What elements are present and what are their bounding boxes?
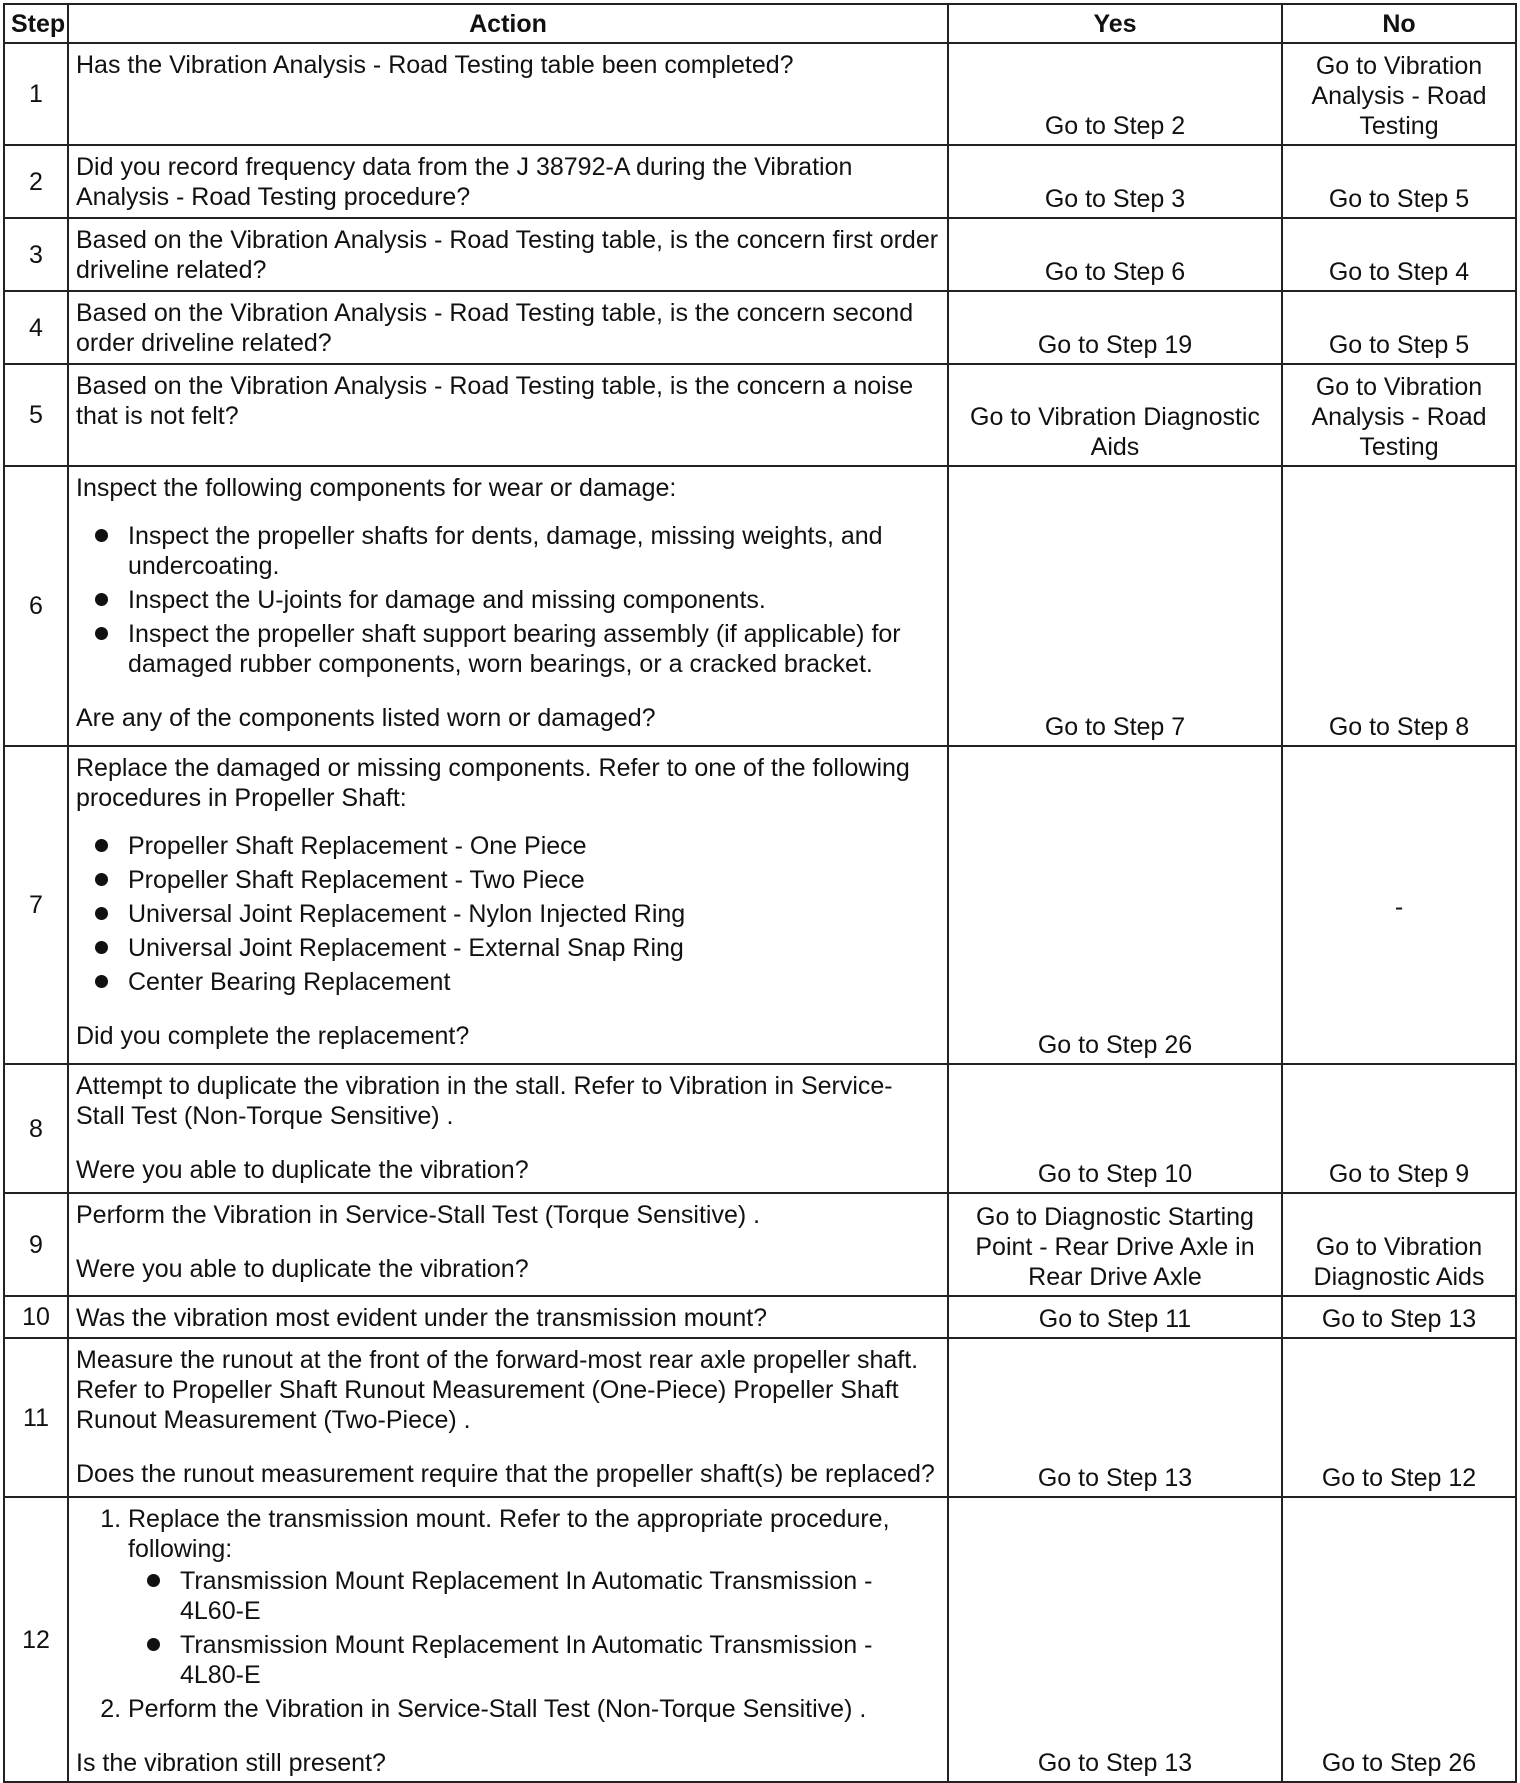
procedure-step [128,1694,940,1724]
list-item: Propeller Shaft Replacement - Two Piece [128,865,940,895]
action-cell [68,43,948,145]
action-question: Were you able to duplicate the vibration? [76,1156,529,1184]
yes-cell: Go to Step 13 [948,1338,1282,1497]
action-question: Did you complete the replacement? [76,1022,470,1050]
header-no: No [1282,4,1516,43]
action-question: Are any of the components listed worn or damaged? [76,704,656,732]
no-cell: - [1282,746,1516,1064]
no-cell: Go to Step 8 [1282,466,1516,746]
list-item: Inspect the propeller shaft support bearing assembly (if applicable) for damaged rubber components, worn bearings, or a cracked bracket. [128,619,940,679]
yes-cell: Go to Step 11 [948,1296,1282,1338]
no-cell: Go to Step 12 [1282,1338,1516,1497]
procedure-steps [76,1504,940,1724]
table-row [4,43,1516,145]
action-intro: Replace the damaged or missing components. Refer to one of the following procedures in Propeller Shaft: [76,754,910,812]
action-text: Based on the Vibration Analysis - Road Testing table, is the concern first order driveline related? [76,226,939,284]
procedure-step-text: Perform the Vibration in Service-Stall Test (Non-Torque Sensitive) . [128,1695,867,1723]
procedure-step-text: Replace the transmission mount. Refer to the appropriate procedure, following: [128,1505,890,1563]
procedure-list [76,831,940,997]
table-row [4,1064,1516,1193]
action-text: Was the vibration most evident under the transmission mount? [76,1304,768,1332]
table-row [4,364,1516,466]
action-question: Were you able to duplicate the vibration? [76,1255,529,1283]
action-cell [68,1338,948,1497]
list-item: Inspect the propeller shafts for dents, damage, missing weights, and undercoating. [128,521,940,581]
yes-cell: Go to Step 7 [948,466,1282,746]
mount-procedure-list [128,1566,940,1690]
table-row [4,1193,1516,1296]
component-list [76,521,940,679]
yes-cell: Go to Vibration Diagnostic Aids [948,364,1282,466]
header-yes: Yes [948,4,1282,43]
yes-cell: Go to Step 2 [948,43,1282,145]
step-number: 4 [4,291,68,364]
table-row [4,1296,1516,1338]
yes-cell: Go to Step 13 [948,1497,1282,1782]
list-item: Propeller Shaft Replacement - One Piece [128,831,940,861]
yes-cell: Go to Step 6 [948,218,1282,291]
action-cell [68,1193,948,1296]
table-row [4,746,1516,1064]
step-number: 3 [4,218,68,291]
action-cell [68,1497,948,1782]
yes-cell: Go to Step 10 [948,1064,1282,1193]
no-cell: Go to Step 5 [1282,291,1516,364]
no-cell: Go to Step 4 [1282,218,1516,291]
table-row [4,291,1516,364]
no-cell: Go to Step 26 [1282,1497,1516,1782]
no-cell: Go to Step 9 [1282,1064,1516,1193]
yes-cell: Go to Step 19 [948,291,1282,364]
table-row [4,1497,1516,1782]
action-intro: Measure the runout at the front of the forward-most rear axle propeller shaft. Refer to Propeller Shaft Runout Measurement (One-Piece) Propeller Shaft Runout Measurement (Two-Piece) . [76,1346,919,1434]
step-number: 10 [4,1296,68,1338]
action-cell [68,291,948,364]
action-cell [68,746,948,1064]
action-text: Has the Vibration Analysis - Road Testing table been completed? [76,51,794,79]
list-item: Transmission Mount Replacement In Automatic Transmission - 4L60-E [180,1566,940,1626]
action-text: Based on the Vibration Analysis - Road Testing table, is the concern a noise that is not felt? [76,372,914,430]
action-question: Is the vibration still present? [76,1749,386,1777]
action-cell [68,218,948,291]
no-cell: Go to Step 13 [1282,1296,1516,1338]
step-number: 7 [4,746,68,1064]
action-intro: Attempt to duplicate the vibration in the stall. Refer to Vibration in Service-Stall Test (Non-Torque Sensitive) . [76,1072,893,1130]
action-text: Based on the Vibration Analysis - Road Testing table, is the concern second order driveline related? [76,299,914,357]
action-cell [68,1064,948,1193]
action-cell [68,1296,948,1338]
action-cell [68,364,948,466]
diagnostic-table [3,3,1517,1783]
header-row [4,4,1516,43]
no-cell: Go to Step 5 [1282,145,1516,218]
table-row [4,145,1516,218]
table-row [4,218,1516,291]
step-number: 12 [4,1497,68,1782]
step-number: 6 [4,466,68,746]
table-row [4,466,1516,746]
list-item: Universal Joint Replacement - Nylon Injected Ring [128,899,940,929]
step-number: 11 [4,1338,68,1497]
no-cell: Go to Vibration Analysis - Road Testing [1282,43,1516,145]
list-item: Inspect the U-joints for damage and missing components. [128,585,940,615]
step-number: 8 [4,1064,68,1193]
action-question: Does the runout measurement require that the propeller shaft(s) be replaced? [76,1460,935,1488]
action-intro: Perform the Vibration in Service-Stall Test (Torque Sensitive) . [76,1201,761,1229]
action-intro: Inspect the following components for wear or damage: [76,474,677,502]
list-item: Center Bearing Replacement [128,967,940,997]
procedure-step [128,1504,940,1690]
step-number: 5 [4,364,68,466]
no-cell: Go to Vibration Analysis - Road Testing [1282,364,1516,466]
no-cell: Go to Vibration Diagnostic Aids [1282,1193,1516,1296]
table-row [4,1338,1516,1497]
header-step: Step [4,4,68,43]
step-number: 2 [4,145,68,218]
action-cell [68,145,948,218]
yes-cell: Go to Step 3 [948,145,1282,218]
list-item: Universal Joint Replacement - External Snap Ring [128,933,940,963]
step-number: 1 [4,43,68,145]
list-item: Transmission Mount Replacement In Automatic Transmission - 4L80-E [180,1630,940,1690]
step-number: 9 [4,1193,68,1296]
action-cell [68,466,948,746]
action-text: Did you record frequency data from the J 38792-A during the Vibration Analysis - Road Testing procedure? [76,153,853,211]
yes-cell: Go to Step 26 [948,746,1282,1064]
header-action: Action [68,4,948,43]
yes-cell: Go to Diagnostic Starting Point - Rear Drive Axle in Rear Drive Axle [948,1193,1282,1296]
